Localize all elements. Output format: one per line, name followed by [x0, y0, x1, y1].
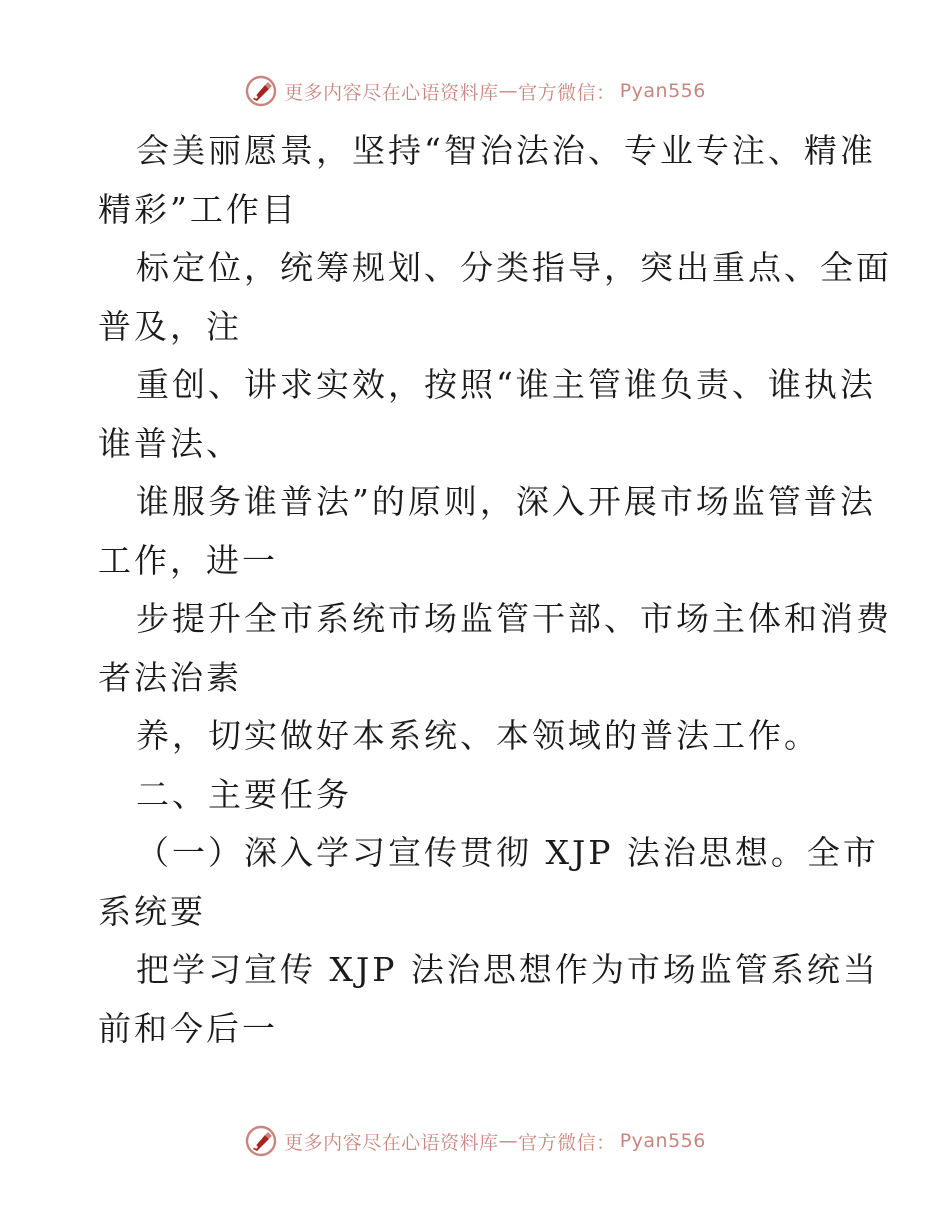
paragraph-line: 谁服务谁普法”的原则，深入开展市场监管普法	[136, 482, 876, 521]
paragraph-line: 步提升全市系统市场监管干部、市场主体和消费	[136, 599, 892, 638]
paragraph-line: 把学习宣传 XJP 法治思想作为市场监管系统当	[136, 950, 879, 989]
watermark-brand: 更多内容尽在心语资料库	[284, 1131, 499, 1154]
paragraph-line: 会美丽愿景，坚持“智治法治、专业专注、精准	[136, 131, 876, 170]
paragraph-line: 工作，进一	[98, 540, 278, 580]
watermark-wechat-label: 官方微信：	[518, 1131, 616, 1154]
paragraph-line: 重创、讲求实效，按照“谁主管谁负责、谁执法	[136, 365, 876, 404]
watermark-dash: —	[498, 1130, 519, 1152]
paragraph-line: 系统要	[98, 891, 206, 931]
watermark-wechat-label: 官方微信：	[518, 81, 616, 104]
pen-nib-logo-icon	[244, 1124, 278, 1158]
header-watermark	[0, 74, 950, 108]
paragraph-line: 前和今后一	[98, 1008, 278, 1048]
paragraph-line: 者法治素	[98, 657, 242, 697]
paragraph-line: 精彩”工作目	[98, 189, 298, 229]
watermark-handle: Pyan556	[619, 80, 706, 102]
paragraph-line: 谁普法、	[98, 423, 242, 463]
document-body	[98, 122, 892, 1058]
paragraph-line: 标定位，统筹规划、分类指导，突出重点、全面	[136, 248, 892, 287]
watermark-handle: Pyan556	[619, 1130, 706, 1152]
footer-watermark	[0, 1124, 950, 1158]
watermark-brand: 更多内容尽在心语资料库	[284, 81, 499, 104]
paragraph-line: （一）深入学习宣传贯彻 XJP 法治思想。全市	[136, 833, 879, 872]
watermark-dash: —	[498, 80, 519, 102]
paragraph-line: 养，切实做好本系统、本领域的普法工作。	[136, 716, 820, 755]
paragraph-line: 普及，注	[98, 306, 242, 346]
pen-nib-logo-icon	[244, 74, 278, 108]
section-heading: 二、主要任务	[136, 774, 352, 814]
